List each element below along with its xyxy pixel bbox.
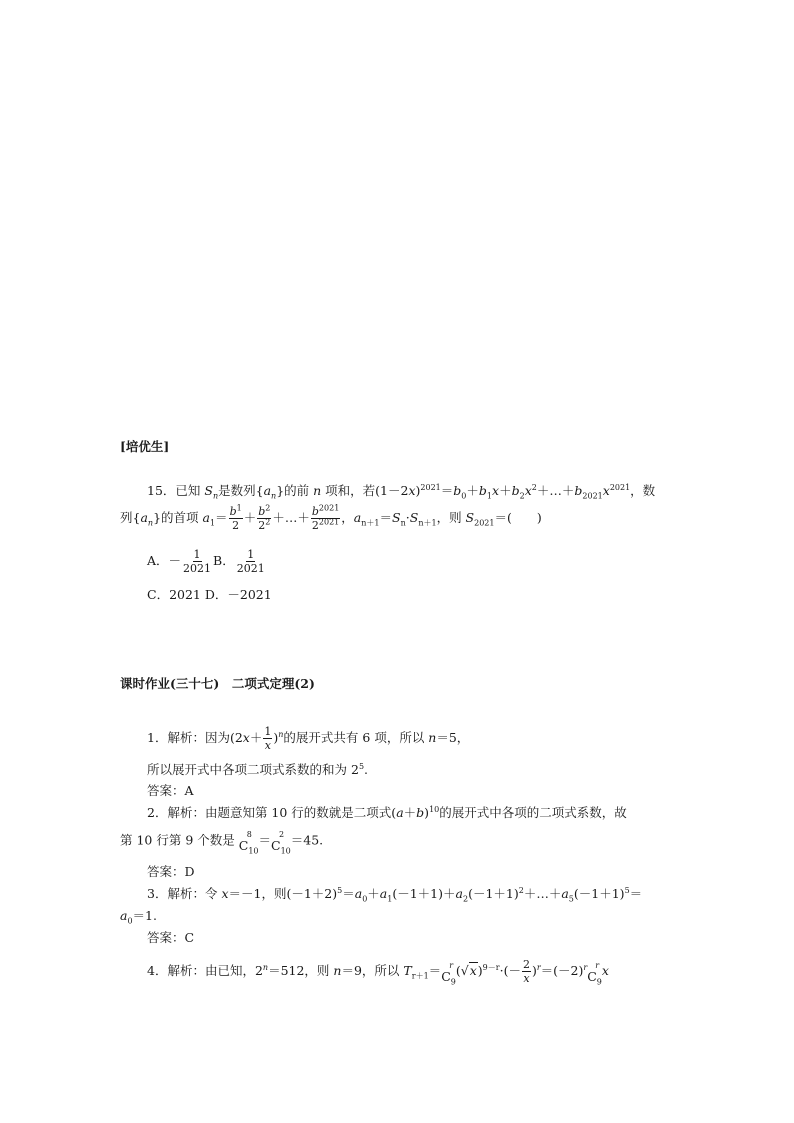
option-b-fraction: $\frac{1}{2021}$ [236,548,265,575]
fraction-2-over-x: $\frac{2}{x}$ [522,958,530,985]
option-a-fraction: $\frac{1}{2021}$ [183,548,212,575]
answer-2-line-2: 第 10 行第 9 个数是 8 $C_{10}$ ＝ 2 $C_{10}$ ＝45. [120,830,324,856]
homework-title: 课时作业(三十七) 二项式定理(2) [120,676,315,691]
q15-line-2: 列$\{a_n\}$的首项 $a_1=$ $\frac{b^1}{2}$ ＋ $\frac{b^2}{2^2}$ ＋…＋ $\frac{b^{2021}}{2^{2021}}$ ，$a_{n+1}=S_n\cdot S_{n+1}$，则 $S_{2021}=$( ) [120,503,542,532]
answer-4-line-1: 4．解析：由已知，$2^n=512$，则 n＝9，所以 $T_{r+1}=$ r $C_9$ $(√x)^{9-r}\cdot(-$ $\frac{2}{x}$ )$^r=(-2)^r$ r $C_9$ x [147,958,609,986]
answer-3-line-2: $a_0=1$. [120,908,157,926]
answer-3-line-1: 3．解析：令 x＝－1，则$(-1+2)^5=a_0+a_1(-1+1)+a_2(-1+1)^2+\dots+a_5(-1+1)^5=$ [147,885,643,904]
q15-line-1: 15．已知 $S_n$是数列$\{a_n\}$的前 n 项和，若$(1-2x)^{2021}=b_0+b_1x+b_2x^2+\dots+b_{2021}x^{2021}$，数 [147,482,656,501]
section-label: [培优生] [120,439,170,454]
answer-1-line-2: 所以展开式中各项二项式系数的和为 $2^5$. [147,761,369,777]
combination-c-10-8: 8 $C_{10}$ [238,830,259,856]
combination-c-9-r: r $C_9$ [441,960,456,986]
fraction-b2-over-2sq: $\frac{b^2}{2^2}$ [258,503,271,532]
answer-2-result: 答案：D [147,864,195,879]
answer-1-result: 答案：A [147,783,194,798]
fraction-b2021-over-2pow: $\frac{b^{2021}}{2^{2021}}$ [311,503,340,532]
answer-1-line-1: 1．解析：因为(2x＋ $\frac{1}{x}$ )$^n$的展开式共有 6 项，所以 n＝5， [147,725,470,752]
sqrt-symbol: √ [460,963,469,978]
q15-options-ab: A．－ $\frac{1}{2021}$ B． $\frac{1}{2021}$ [147,548,265,575]
fraction-1-over-x: $\frac{1}{x}$ [264,725,272,752]
combination-c-9-r-second: r $C_9$ [587,960,602,986]
answer-2-line-1: 2．解析：由题意知第 10 行的数就是二项式$(a+b)^{10}$的展开式中各项的二项式系数，故 [147,804,627,820]
fraction-b1-over-2: $\frac{b^1}{2}$ [229,503,242,532]
answer-3-result: 答案：C [147,930,195,945]
combination-c-10-2: 2 $C_{10}$ [271,830,291,856]
q15-options-cd: C．2021 D．－2021 [147,587,272,602]
